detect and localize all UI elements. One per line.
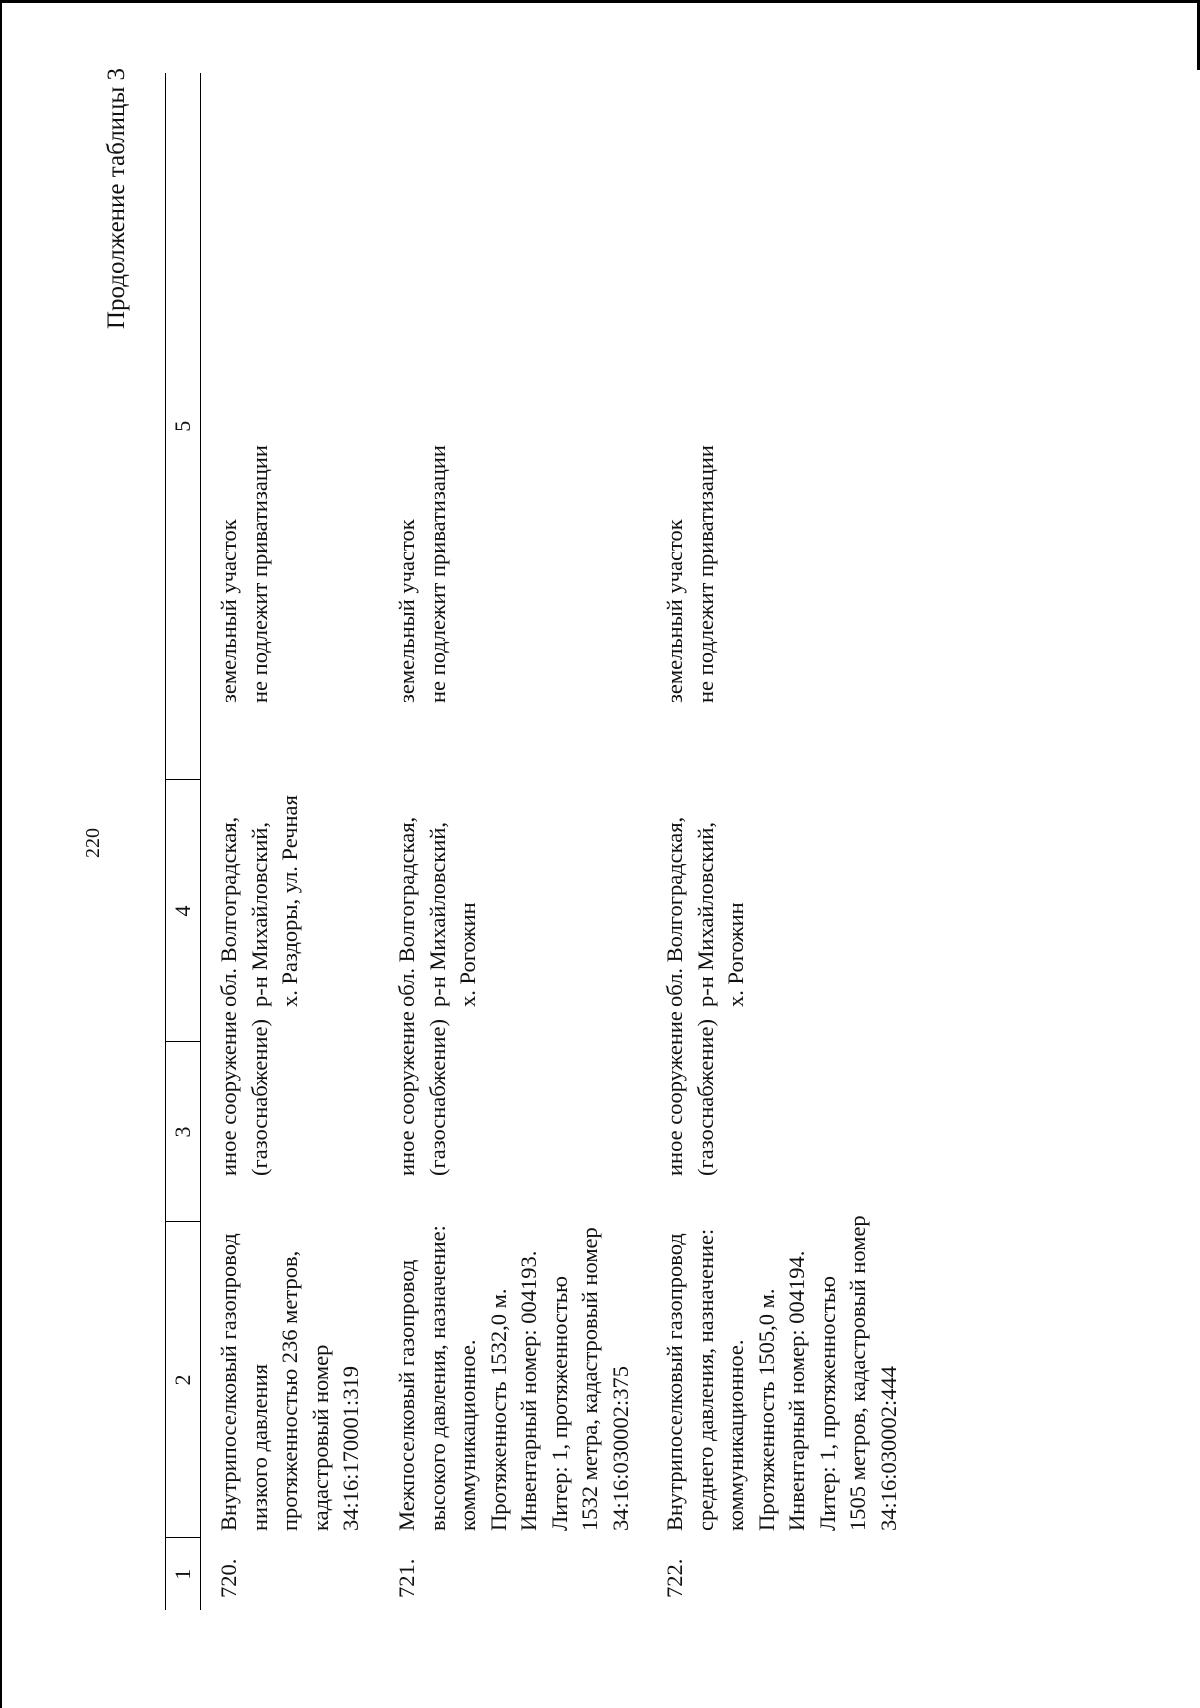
table-row <box>650 73 904 1610</box>
note-cell <box>650 73 904 780</box>
description-line: протяженностью 236 метров, <box>277 1250 302 1531</box>
object-type-cell <box>201 1011 383 1222</box>
note-line: не подлежит приватизации <box>692 445 718 703</box>
address-line: х. Рогожин <box>723 902 748 1007</box>
description-line: Инвентарный номер: 004194. <box>784 1250 809 1531</box>
description-line: Литер: 1, протяженностью <box>814 1276 840 1531</box>
note-cell <box>201 73 383 780</box>
description-cell <box>201 1222 383 1538</box>
note-line: земельный участок <box>394 519 419 703</box>
row-number: 722. <box>662 1558 687 1598</box>
table-continuation-label: Продолжение таблицы 3 <box>103 68 130 330</box>
description-line: Протяженность 1505,0 м. <box>753 1288 779 1531</box>
object-type-cell <box>650 1011 904 1222</box>
description-line: коммуникационное. <box>723 1339 748 1531</box>
address-line: р-н Михайловский, <box>692 821 718 1007</box>
description-cell <box>650 1215 904 1538</box>
description-cell <box>382 1222 650 1538</box>
description-line: Протяженность 1532,0 м. <box>485 1288 511 1531</box>
column-header-3: 3 <box>166 1042 201 1222</box>
object-type-line: иное сооружение <box>394 1011 419 1176</box>
address-line: р-н Михайловский, <box>246 821 272 1007</box>
column-number-header-row <box>166 73 201 1610</box>
table-row <box>382 73 650 1610</box>
address-cell <box>382 780 650 1042</box>
note-cell <box>382 73 650 780</box>
row-number: 720. <box>216 1558 241 1598</box>
description-line: 1532 метра, кадастровый номер <box>577 1227 602 1531</box>
object-type-line: иное сооружение <box>216 1011 241 1176</box>
object-type-cell <box>382 1011 650 1222</box>
row-number-cell <box>201 1538 383 1610</box>
description-line: Внутрипоселковый газопровод <box>662 1233 687 1531</box>
page-number: 220 <box>82 828 104 858</box>
note-line: не подлежит приватизации <box>424 445 450 703</box>
address-line: обл. Волгоградская, <box>394 816 419 1007</box>
address-cell <box>650 780 904 1042</box>
description-line: низкого давления <box>246 1364 272 1531</box>
description-line: 34:16:030002:444 <box>875 1365 901 1531</box>
note-line: земельный участок <box>662 519 687 703</box>
description-line: среднего давления, назначение: <box>692 1228 718 1531</box>
column-header-2: 2 <box>166 1222 201 1538</box>
row-number-cell <box>382 1538 650 1610</box>
description-line: 34:16:170001:319 <box>338 1365 363 1531</box>
object-type-line: иное сооружение <box>662 1011 687 1176</box>
address-line: х. Рогожин <box>455 902 480 1007</box>
description-line: Литер: 1, протяженностью <box>546 1276 572 1531</box>
row-number: 721. <box>394 1558 419 1598</box>
note-line: земельный участок <box>216 519 241 703</box>
object-type-line: (газоснабжение) <box>246 1019 272 1176</box>
table-row <box>201 73 383 1610</box>
description-line: кадастровый номер <box>307 1344 333 1531</box>
address-line: р-н Михайловский, <box>424 821 450 1007</box>
description-line: Межпоселковый газопровод <box>394 1259 419 1531</box>
column-header-4: 4 <box>166 780 201 1042</box>
description-line: 1505 метров, кадастровый номер <box>845 1215 870 1531</box>
description-line: Внутрипоселковый газопровод <box>216 1233 241 1531</box>
object-type-line: (газоснабжение) <box>424 1019 450 1176</box>
column-header-5: 5 <box>166 73 201 780</box>
address-cell <box>201 780 383 1042</box>
note-line: не подлежит приватизации <box>246 445 272 703</box>
row-number-cell <box>650 1538 904 1610</box>
description-line: Инвентарный номер: 004193. <box>516 1250 541 1531</box>
description-line: 34:16:030002:375 <box>607 1365 633 1531</box>
description-line: высокого давления, назначение: <box>424 1225 450 1531</box>
address-line: обл. Волгоградская, <box>216 816 241 1007</box>
description-line: коммуникационное. <box>455 1339 480 1531</box>
address-line: обл. Волгоградская, <box>662 816 687 1007</box>
object-type-line: (газоснабжение) <box>692 1019 718 1176</box>
address-line: х. Раздоры, ул. Речная <box>277 795 302 1007</box>
property-registry-table <box>165 73 904 1610</box>
column-header-1: 1 <box>166 1538 201 1610</box>
